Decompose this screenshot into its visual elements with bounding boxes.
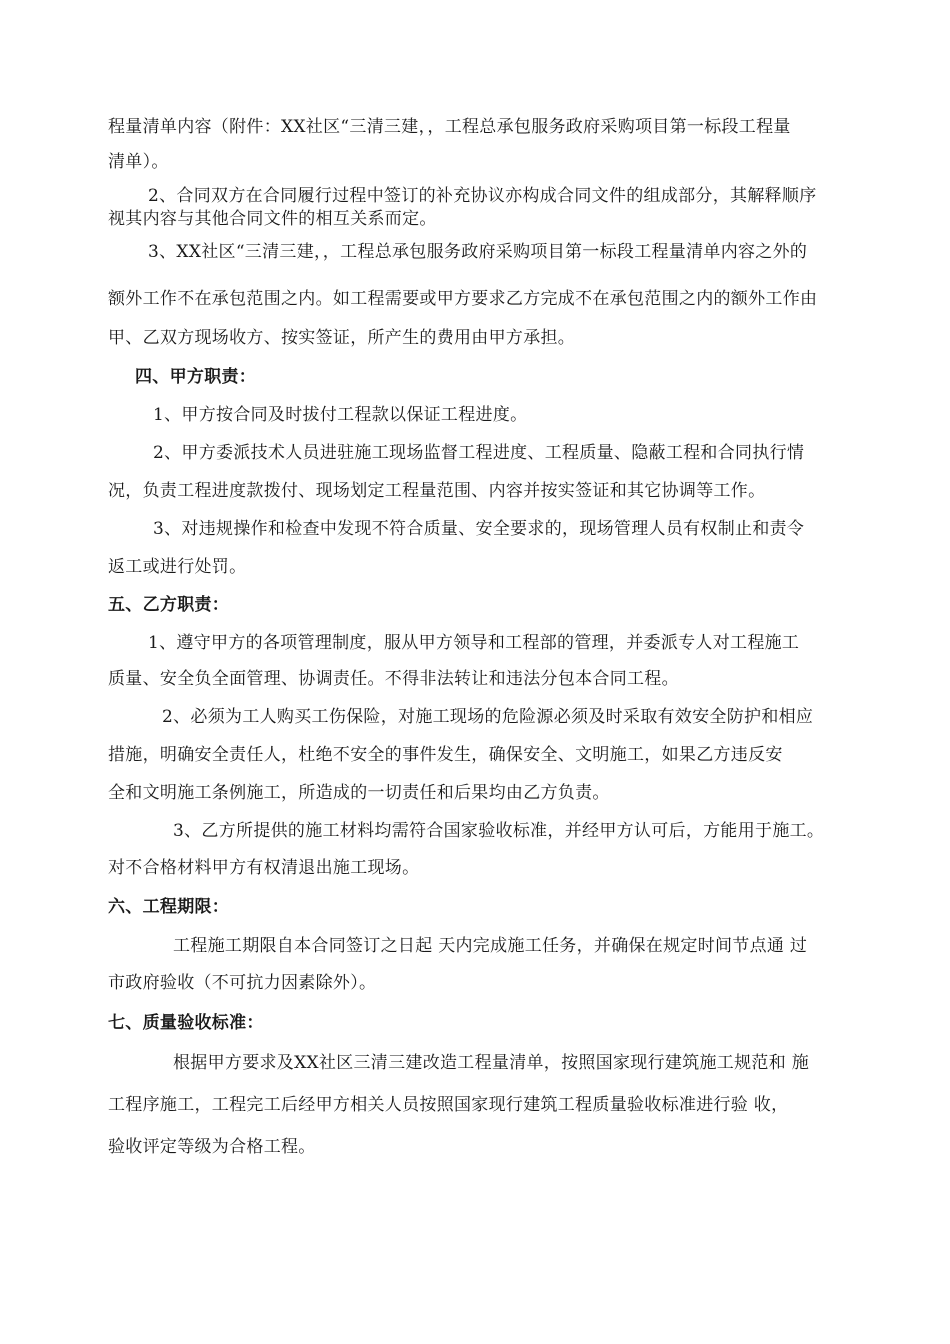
text-line: 3、乙方所提供的施工材料均需符合国家验收标准，并经甲方认可后，方能用于施工。 (173, 821, 825, 841)
text-line: 3、对违规操作和检查中发现不符合质量、安全要求的，现场管理人员有权制止和责令 (153, 519, 805, 539)
text-line: 2、甲方委派技术人员进驻施工现场监督工程进度、工程质量、隐蔽工程和合同执行情 (153, 443, 805, 463)
text-line: 3、XX社区“三清三建，，工程总承包服务政府采购项目第一标段工程量清单内容之外的 (148, 242, 808, 262)
text-line: 2、必须为工人购买工伤保险，对施工现场的危险源必须及时采取有效安全防护和相应 (162, 707, 814, 727)
text-line: 根据甲方要求及XX社区三清三建改造工程量清单，按照国家现行建筑施工规范和 施 (173, 1053, 810, 1073)
text-line: 额外工作不在承包范围之内。如工程需要或甲方要求乙方完成不在承包范围之内的额外工作由 (108, 289, 818, 309)
text-line: 返工或进行处罚。 (108, 557, 247, 577)
text-line: 2、合同双方在合同履行过程中签订的补充协议亦构成合同文件的组成部分，其解释顺序 (148, 186, 817, 206)
text-line: 1、遵守甲方的各项管理制度，服从甲方领导和工程部的管理，并委派专人对工程施工 (148, 633, 800, 653)
text-line: 清单）。 (108, 152, 169, 172)
text-line: 措施，明确安全责任人，杜绝不安全的事件发生，确保安全、文明施工，如果乙方违反安 (108, 745, 783, 765)
section-heading-4: 四、甲方职责： (135, 367, 257, 387)
text-line: 工程序施工，工程完工后经甲方相关人员按照国家现行建筑工程质量验收标准进行验 收， (108, 1095, 789, 1115)
section-heading-7: 七、质量验收标准： (108, 1013, 264, 1033)
text-line: 甲、乙双方现场收方、按实签证，所产生的费用由甲方承担。 (108, 328, 576, 348)
text-line: 市政府验收（不可抗力因素除外）。 (108, 973, 377, 993)
section-heading-5: 五、乙方职责： (108, 595, 230, 615)
text-line: 全和文明施工条例施工，所造成的一切责任和后果均由乙方负责。 (108, 783, 610, 803)
text-line: 程量清单内容（附件：XX社区“三清三建，，工程总承包服务政府采购项目第一标段工程量 (108, 117, 791, 137)
text-line: 视其内容与其他合同文件的相互关系而定。 (108, 209, 437, 229)
text-line: 1、甲方按合同及时拔付工程款以保证工程进度。 (153, 405, 528, 425)
section-heading-6: 六、工程期限： (108, 897, 230, 917)
text-line: 质量、安全负全面管理、协调责任。不得非法转让和违法分包本合同工程。 (108, 669, 679, 689)
text-line: 况，负责工程进度款拨付、现场划定工程量范围、内容并按实签证和其它协调等工作。 (108, 481, 766, 501)
text-line: 工程施工期限自本合同签订之日起 天内完成施工任务，并确保在规定时间节点通 过 (173, 936, 808, 956)
text-line: 对不合格材料甲方有权清退出施工现场。 (108, 858, 420, 878)
text-line: 验收评定等级为合格工程。 (108, 1137, 316, 1157)
